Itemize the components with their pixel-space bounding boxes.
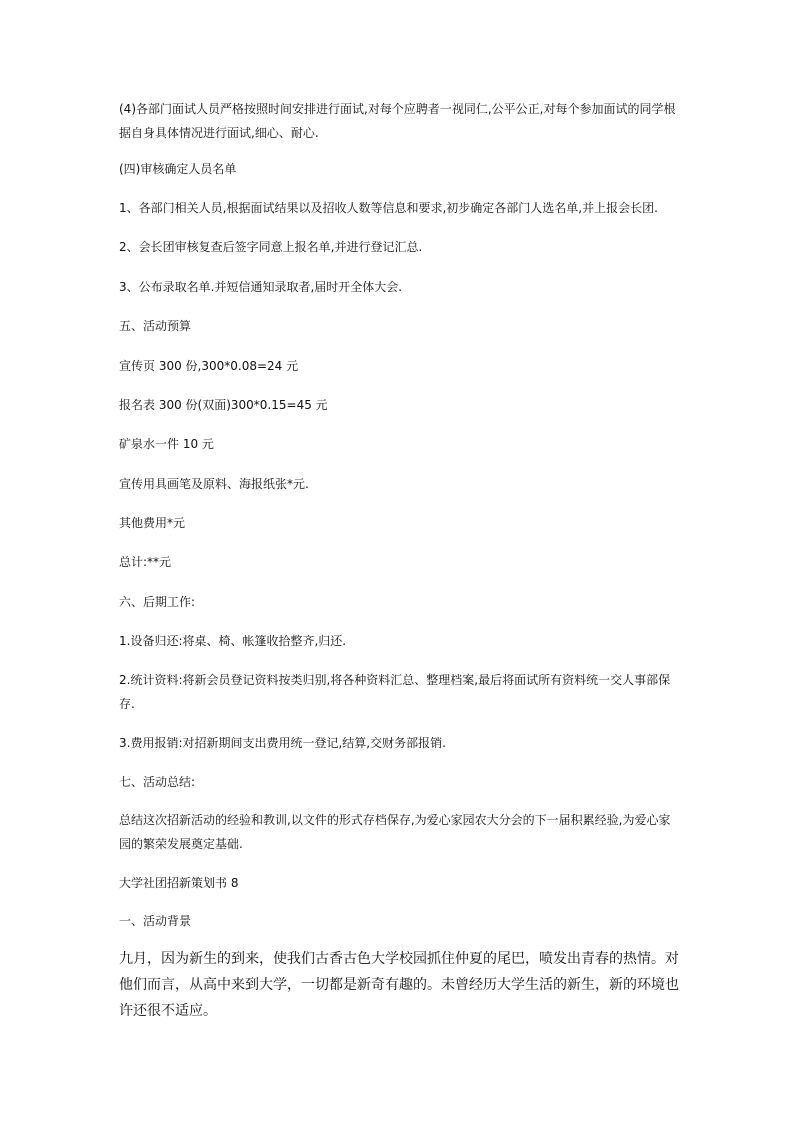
paragraph-background: 九月，因为新生的到来，使我们古香古色大学校园抓住仲夏的尾巴，喷发出青春的热情。对他们而言，从高中来到大学，一切都是新奇有趣的。未曾经历大学生活的新生，新的环境也许还很不适应。 [119, 951, 679, 1019]
budget-water: 矿泉水一件 10 元 [119, 437, 214, 451]
follow-up-records: 2.统计资料:将新会员登记资料按类归别,将各种资料汇总、整理档案,最后将面试所有资料统一交人事部保存. [119, 673, 671, 711]
document-subtitle: 大学社团招新策划书 8 [119, 876, 239, 890]
heading-background: 一、活动背景 [119, 914, 192, 928]
paragraph-review-3: 3、公布录取名单.并短信通知录取者,届时开全体大会. [119, 280, 403, 294]
budget-other: 其他费用*元 [119, 516, 186, 530]
budget-flyers: 宣传页 300 份,300*0.08=24 元 [119, 359, 299, 373]
paragraph-summary: 总结这次招新活动的经验和教训,以文件的形式存档保存,为爱心家园农大分会的下一届积累经验,为爱心家园的繁荣发展奠定基础. [119, 813, 671, 851]
heading-review-list: (四)审核确定人员名单 [119, 162, 237, 176]
follow-up-reimbursement: 3.费用报销:对招新期间支出费用统一登记,结算,交财务部报销. [119, 736, 446, 750]
heading-budget: 五、活动预算 [119, 319, 192, 333]
paragraph-review-2: 2、会长团审核复查后签字同意上报名单,并进行登记汇总. [119, 240, 423, 254]
heading-summary: 七、活动总结: [119, 775, 196, 789]
paragraph-review-1: 1、各部门相关人员,根据面试结果以及招收人数等信息和要求,初步确定各部门人选名单,并上报会长团. [119, 201, 658, 215]
follow-up-equipment: 1.设备归还:将桌、椅、帐篷收拾整齐,归还. [119, 634, 347, 648]
heading-follow-up: 六、后期工作: [119, 595, 196, 609]
budget-total: 总计:**元 [119, 555, 172, 569]
paragraph-interview-rules: (4)各部门面试人员严格按照时间安排进行面试,对每个应聘者一视同仁,公平公正,对每个参加面试的同学根据自身具体情况进行面试,细心、耐心. [119, 102, 676, 140]
budget-supplies: 宣传用具画笔及原料、海报纸张*元. [119, 477, 309, 491]
budget-forms: 报名表 300 份(双面)300*0.15=45 元 [119, 398, 328, 412]
